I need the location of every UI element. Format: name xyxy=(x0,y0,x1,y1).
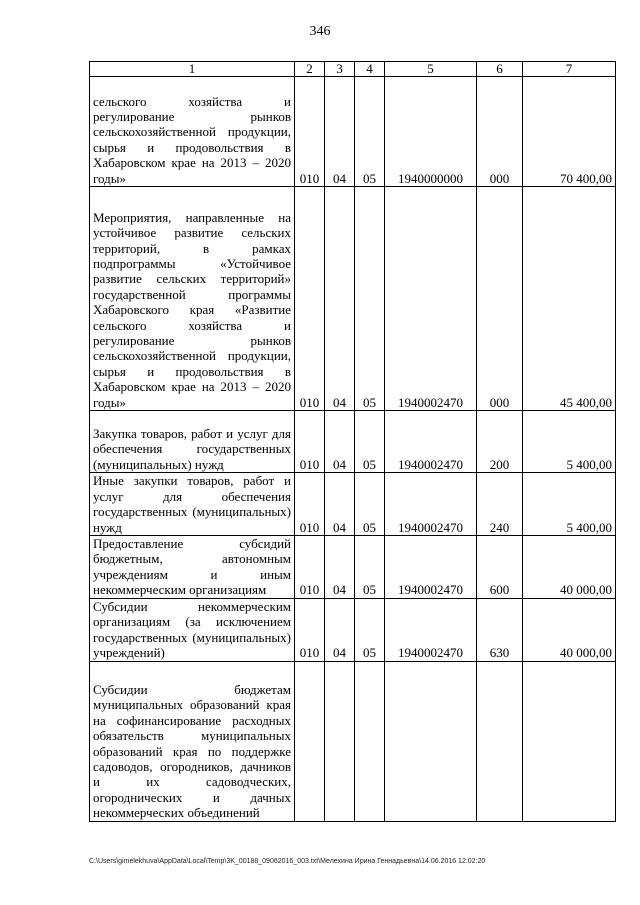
row-code-6: 240 xyxy=(477,473,523,536)
table-row xyxy=(90,473,616,536)
row-code-5: 1940002470 xyxy=(385,473,477,536)
row-code-5: 1940002470 xyxy=(385,598,477,661)
row-code-2: 010 xyxy=(295,598,325,661)
row-amount: 45 400,00 xyxy=(523,187,616,411)
row-code-3: 04 xyxy=(325,187,355,411)
table-row xyxy=(90,598,616,661)
table-row xyxy=(90,661,616,821)
row-description: Предоставление субсидий бюджетным, автономным учреждениям и иным некоммерческим организациям xyxy=(90,536,295,599)
row-amount xyxy=(523,661,616,821)
row-amount: 5 400,00 xyxy=(523,411,616,473)
budget-table xyxy=(89,61,616,822)
row-amount: 5 400,00 xyxy=(523,473,616,536)
column-header-4: 4 xyxy=(355,62,385,77)
row-description: Закупка товаров, работ и услуг для обеспечения государственных (муниципальных) нужд xyxy=(90,411,295,473)
table-row xyxy=(90,536,616,599)
column-header-6: 6 xyxy=(477,62,523,77)
row-code-6: 000 xyxy=(477,77,523,187)
table-row xyxy=(90,187,616,411)
row-code-4: 05 xyxy=(355,598,385,661)
row-code-5: 1940002470 xyxy=(385,411,477,473)
row-description: сельского хозяйства и регулирование рынков сельскохозяйственной продукции, сырья и продовольствия в Хабаровском крае на 2013 – 2020 годы» xyxy=(90,77,295,187)
table-row xyxy=(90,77,616,187)
row-code-4: 05 xyxy=(355,187,385,411)
row-code-2: 010 xyxy=(295,536,325,599)
row-description: Мероприятия, направленные на устойчивое развитие сельских территорий, в рамках подпрограммы «Устойчивое развитие сельских территорий» государственной программы Хабаровского края «Развитие сельского хозяйства и регулирование рынков сельскохозяйственной продукции, сырья и продовольствия в Хабаровском крае на 2013 – 2020 годы» xyxy=(90,187,295,411)
file-path-footer: C:\Users\gimelekhuva\AppData\Local\Temp\3K_00188_09062016_003.txt\Мелехина Ирина Геннадьевна\14.06.2016 12:02:20 xyxy=(89,858,486,865)
row-code-4: 05 xyxy=(355,536,385,599)
row-code-5: 1940002470 xyxy=(385,536,477,599)
row-code-6: 000 xyxy=(477,187,523,411)
row-code-4: 05 xyxy=(355,473,385,536)
row-code-4: 05 xyxy=(355,77,385,187)
row-code-5: 1940000000 xyxy=(385,77,477,187)
table-header-row xyxy=(90,62,616,77)
column-header-3: 3 xyxy=(325,62,355,77)
row-description: Иные закупки товаров, работ и услуг для обеспечения государственных (муниципальных) нужд xyxy=(90,473,295,536)
row-code-2: 010 xyxy=(295,473,325,536)
table-row xyxy=(90,411,616,473)
row-code-5: 1940002470 xyxy=(385,187,477,411)
row-code-2: 010 xyxy=(295,411,325,473)
row-amount: 40 000,00 xyxy=(523,598,616,661)
row-code-6: 600 xyxy=(477,536,523,599)
row-code-4: 05 xyxy=(355,411,385,473)
row-code-3: 04 xyxy=(325,77,355,187)
column-header-5: 5 xyxy=(385,62,477,77)
column-header-2: 2 xyxy=(295,62,325,77)
page-number: 346 xyxy=(309,24,331,39)
row-description: Субсидии некоммерческим организациям (за исключением государственных (муниципальных) учреждений) xyxy=(90,598,295,661)
row-code-6: 200 xyxy=(477,411,523,473)
row-code-3 xyxy=(325,661,355,821)
column-header-1: 1 xyxy=(90,62,295,77)
row-code-2: 010 xyxy=(295,187,325,411)
row-code-4 xyxy=(355,661,385,821)
row-code-3: 04 xyxy=(325,598,355,661)
row-description: Субсидии бюджетам муниципальных образований края на софинансирование расходных обязательств муниципальных образований края по поддержке садоводов, огородников, дачников и их садоводческих, огороднических и дачных некоммерческих объединений xyxy=(90,661,295,821)
row-code-3: 04 xyxy=(325,536,355,599)
row-code-6 xyxy=(477,661,523,821)
row-amount: 70 400,00 xyxy=(523,77,616,187)
row-code-3: 04 xyxy=(325,473,355,536)
row-code-2: 010 xyxy=(295,77,325,187)
column-header-7: 7 xyxy=(523,62,616,77)
row-amount: 40 000,00 xyxy=(523,536,616,599)
row-code-2 xyxy=(295,661,325,821)
row-code-3: 04 xyxy=(325,411,355,473)
row-code-5 xyxy=(385,661,477,821)
row-code-6: 630 xyxy=(477,598,523,661)
